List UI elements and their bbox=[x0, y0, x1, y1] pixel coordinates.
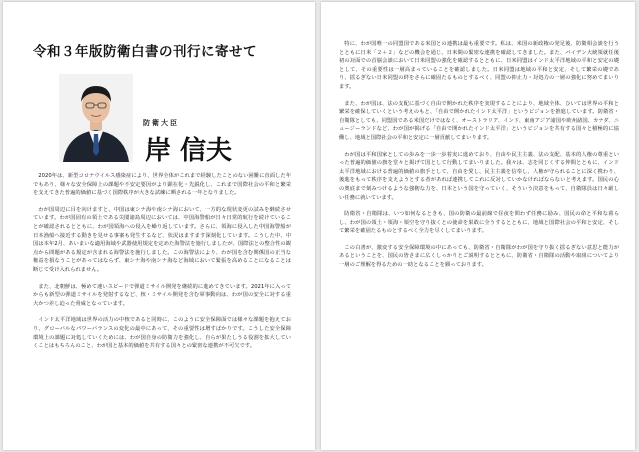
paragraph: 防衛省・自衛隊は、いつ如何なるときも、国の防衛の最前線で昼夜を問わず任務に励み、国民の命と平和な暮らし、わが国の領土・領海・領空を守り抜くとの使命を果敢に全うするとともに、地域と国際社会の平和と安定、そして繁栄を確固たるものとするべく全力を尽くしてまいります。 bbox=[339, 211, 619, 235]
left-body-text bbox=[33, 172, 291, 359]
paragraph: わが国は平和国家としての歩みを一歩一歩着実に進めており、自由や民主主義、法の支配、基本的人権の尊重といった普遍的価値の旗を堂々と掲げて国として行動してまいりました。我々は、志を同じくする仲間とともに、インド太平洋地域における普遍的価値の旗手として、自由を愛し、民主主義を信奉し、人権が守られることに深く携わり、後進をもって秩序を支えようとする者があれば連携してこれに反対していかなければならないと考えます。国民の心の奥底まで刻みつけるような強靭な力を、日本という国を守っていく、そういう決意をもって、自衛隊員は日々厳しい任務に就いています。 bbox=[339, 151, 619, 201]
paragraph: 特に、わが国唯一の同盟国である米国との連携は最も重要です。私は、米国の新政権の発足後、防衛相会談を行うとともに日米「２＋２」などの機会を通じ、日米間の緊密な連携を確認してきました。また、バイデン大統領就任後初の対面での首脳会談において日米同盟の強化を確認するとともに、日米同盟はインド太平洋地域の平和と安定の礎として、その重要性は一層高まっていることを確認しました。日米同盟は地域の平和と安定、そして繁栄の礎であり、揺るぎない日米同盟の絆をさらに確固たるものとするべく、同盟の抑止力・対処力の一層の強化に努めてまいります。 bbox=[339, 41, 619, 90]
paragraph: インド太平洋地域は世界の活力の中核であると同時に、このように安全保障面では様々な課題を抱えており、グローバルなパワーバランスの変化の最中にあって、その重要性は増すばかりです。こうした安全保障環境上の課題に対処していくためには、わが国自身の防衛力を強化し、自らが果たしうる役割を拡大していくことはもちろんのこと、わが国と基本的価値を共有する国々との緊密な連携が不可欠です。 bbox=[33, 317, 291, 350]
paragraph: 2020年は、新型コロナウイルス感染症により、世界全体がこれまで経験したことのない困難に直面した年でもあり、様々な安全保障上の課題や不安定要因がより顕在化・先鋭化し、これまで国際社会の平和と繁栄を支えてきた普遍的価値に基づく国際秩序が大きな試練に晒される一年となりました。 bbox=[33, 173, 291, 197]
paragraph: また、わが国は、法の支配に基づく自由で開かれた秩序を実現することにより、地域全体、ひいては世界の平和と繁栄を確保していくという考えのもと、「自由で開かれたインド太平洋」というビジョンを推進しています。防衛省・自衛隊としても、同盟国である米国だけではなく、オーストラリア、インド、東南アジア諸国や欧州諸国、カナダ、ニュージーランドなど、わが国が掲げる「自由で開かれたインド太平洋」というビジョンを共有する国々と積極的に協働し、地域と国際社会の平和と安定に一層貢献してまいります。 bbox=[339, 100, 619, 141]
document-page-right bbox=[321, 2, 635, 450]
signatory-role: 防衛大臣 bbox=[143, 119, 179, 127]
paragraph: わが国周辺に目を向けますと、中国は東シナ海や南シナ海において、一方的な現状変更の試みを継続させています。わが国固有の領土である尖閣諸島周辺においては、中国海警船が日々日常的航行を続けていることが確認されるとともに、わが国領海への侵入を繰り返しています。さらに、領海に侵入した中国海警船が日本漁船へ接近する動きを見せる事案も発生するなど、状況はますます深刻化しています。こうした中、中国は本年2月、あいまいな適用海域や武器使用規定を定めた海警法を施行しましたが、国際法との整合性の観点から問題がある規定が含まれる海警法を施行しました。この海警法により、わが国を含む関係国の正当な権益を損なうことがあってはならず、東シナ海や南シナ海など海域において緊張を高めることになることは断じて受け入れられません。 bbox=[33, 206, 291, 273]
paragraph: この白書が、激変する安全保障環境の中にあっても、防衛省・自衛隊がわが国を守り抜く揺るぎない意思と能力があるということを、国民の皆さまに広くしっかりとご説明するとともに、防衛省・自衛隊の活動や取組についてより一層のご理解を得るための一助となることを願っております。 bbox=[339, 244, 619, 269]
portrait-photo bbox=[59, 74, 133, 162]
document-page-left bbox=[3, 2, 315, 450]
document-title: 令和３年版防衛白書の刊行に寄せて bbox=[33, 44, 257, 60]
paragraph: また、北朝鮮は、極めて速いスピードで弾道ミサイル開発を継続的に進めてきています。2021年に入ってからも新型の弾道ミサイルを発射するなど、核・ミサイル開発を含む軍事動向は、わが国の安全に対する重大かつ差し迫った脅威となっています。 bbox=[33, 283, 291, 307]
right-body-text bbox=[339, 40, 619, 278]
minister-portrait bbox=[59, 74, 133, 162]
signature-name: 岸 信夫 bbox=[145, 136, 233, 164]
minister-signature bbox=[143, 130, 253, 164]
